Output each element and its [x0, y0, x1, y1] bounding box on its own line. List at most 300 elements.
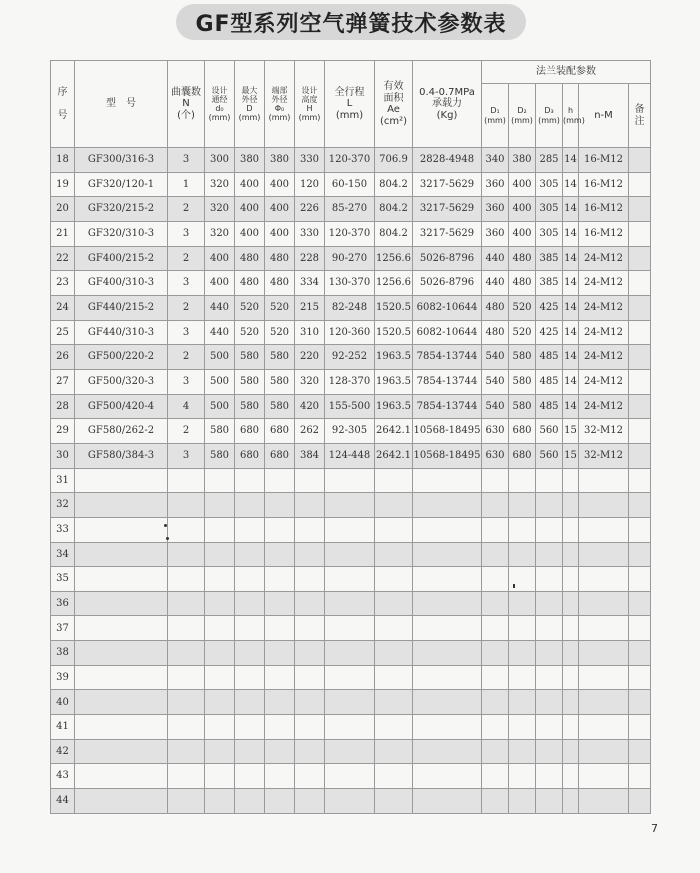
cell-phi — [265, 665, 295, 690]
cell-h: 14 — [563, 394, 579, 419]
cell-h: 14 — [563, 172, 579, 197]
cell-d3 — [536, 764, 563, 789]
cell-d2 — [509, 789, 536, 814]
cell-load — [413, 641, 482, 666]
cell-n — [168, 764, 205, 789]
cell-h: 14 — [563, 345, 579, 370]
cell-n — [168, 739, 205, 764]
cell-no: 24 — [51, 295, 75, 320]
cell-nm: 24-M12 — [579, 271, 629, 296]
cell-ae: 1963.5 — [375, 345, 413, 370]
cell-load — [413, 789, 482, 814]
cell-d3 — [536, 493, 563, 518]
cell-d0: 320 — [205, 221, 235, 246]
cell-h — [563, 542, 579, 567]
cell-phi: 680 — [265, 419, 295, 444]
cell-h: 220 — [295, 345, 325, 370]
cell-model — [75, 764, 168, 789]
cell-h — [295, 567, 325, 592]
cell-remark — [629, 345, 651, 370]
cell-h — [563, 789, 579, 814]
cell-d3: 425 — [536, 295, 563, 320]
cell-no: 28 — [51, 394, 75, 419]
cell-d2: 580 — [509, 345, 536, 370]
cell-d: 680 — [235, 443, 265, 468]
cell-d: 580 — [235, 345, 265, 370]
cell-no: 32 — [51, 493, 75, 518]
cell-d3 — [536, 517, 563, 542]
cell-l: 85-270 — [325, 197, 375, 222]
cell-no: 26 — [51, 345, 75, 370]
cell-l — [325, 567, 375, 592]
cell-d: 480 — [235, 246, 265, 271]
cell-phi: 580 — [265, 394, 295, 419]
cell-h — [563, 690, 579, 715]
cell-phi — [265, 542, 295, 567]
table-row — [51, 148, 651, 173]
cell-d1 — [482, 493, 509, 518]
cell-model: GF320/120-1 — [75, 172, 168, 197]
cell-d2 — [509, 468, 536, 493]
cell-d0 — [205, 739, 235, 764]
cell-d — [235, 591, 265, 616]
cell-ae — [375, 542, 413, 567]
cell-d1 — [482, 715, 509, 740]
cell-d — [235, 542, 265, 567]
cell-l: 128-370 — [325, 369, 375, 394]
cell-d3 — [536, 739, 563, 764]
cell-load: 2828-4948 — [413, 148, 482, 173]
cell-nm: 16-M12 — [579, 197, 629, 222]
cell-d1: 630 — [482, 443, 509, 468]
cell-model: GF500/220-2 — [75, 345, 168, 370]
cell-l: 120-370 — [325, 148, 375, 173]
cell-d1 — [482, 542, 509, 567]
cell-no: 33 — [51, 517, 75, 542]
table-row — [51, 517, 651, 542]
cell-d0 — [205, 715, 235, 740]
cell-d1: 540 — [482, 394, 509, 419]
cell-load — [413, 468, 482, 493]
col-stroke: 全行程 L (mm) — [325, 61, 375, 148]
cell-ae — [375, 764, 413, 789]
cell-no: 40 — [51, 690, 75, 715]
cell-d0: 500 — [205, 345, 235, 370]
cell-d0: 500 — [205, 394, 235, 419]
cell-d0: 320 — [205, 172, 235, 197]
cell-d3: 305 — [536, 197, 563, 222]
cell-load — [413, 715, 482, 740]
cell-nm — [579, 690, 629, 715]
cell-d — [235, 690, 265, 715]
cell-l: 120-370 — [325, 221, 375, 246]
cell-l — [325, 616, 375, 641]
cell-d0 — [205, 789, 235, 814]
cell-load: 7854-13744 — [413, 394, 482, 419]
cell-no: 20 — [51, 197, 75, 222]
cell-phi — [265, 789, 295, 814]
scan-speck — [513, 584, 515, 588]
cell-load: 3217-5629 — [413, 172, 482, 197]
cell-load: 6082-10644 — [413, 295, 482, 320]
cell-remark — [629, 665, 651, 690]
cell-no: 39 — [51, 665, 75, 690]
cell-d3 — [536, 616, 563, 641]
cell-d3: 285 — [536, 148, 563, 173]
table-row — [51, 394, 651, 419]
cell-ae — [375, 567, 413, 592]
table-row — [51, 665, 651, 690]
cell-h — [295, 542, 325, 567]
cell-d2: 520 — [509, 295, 536, 320]
cell-d — [235, 715, 265, 740]
cell-no: 22 — [51, 246, 75, 271]
cell-l: 120-360 — [325, 320, 375, 345]
cell-no: 38 — [51, 641, 75, 666]
cell-remark — [629, 271, 651, 296]
cell-model: GF500/420-4 — [75, 394, 168, 419]
cell-d3: 560 — [536, 419, 563, 444]
cell-n — [168, 517, 205, 542]
cell-phi — [265, 493, 295, 518]
cell-h — [295, 641, 325, 666]
cell-phi: 520 — [265, 295, 295, 320]
cell-model: GF400/215-2 — [75, 246, 168, 271]
cell-remark — [629, 468, 651, 493]
cell-d0 — [205, 517, 235, 542]
cell-load: 3217-5629 — [413, 197, 482, 222]
cell-d2 — [509, 690, 536, 715]
cell-ae: 1963.5 — [375, 394, 413, 419]
cell-nm — [579, 493, 629, 518]
cell-n: 3 — [168, 148, 205, 173]
cell-phi — [265, 715, 295, 740]
cell-load: 7854-13744 — [413, 345, 482, 370]
cell-model: GF440/215-2 — [75, 295, 168, 320]
cell-d0 — [205, 764, 235, 789]
cell-model — [75, 739, 168, 764]
cell-d0 — [205, 690, 235, 715]
cell-load — [413, 764, 482, 789]
cell-d: 580 — [235, 369, 265, 394]
cell-l: 60-150 — [325, 172, 375, 197]
cell-ae — [375, 739, 413, 764]
cell-no: 41 — [51, 715, 75, 740]
cell-l — [325, 468, 375, 493]
cell-remark — [629, 739, 651, 764]
cell-d3 — [536, 468, 563, 493]
cell-d0 — [205, 591, 235, 616]
cell-ae — [375, 665, 413, 690]
cell-h: 15 — [563, 419, 579, 444]
cell-n: 3 — [168, 369, 205, 394]
cell-model — [75, 715, 168, 740]
cell-no: 37 — [51, 616, 75, 641]
cell-h — [295, 789, 325, 814]
cell-n: 2 — [168, 345, 205, 370]
table-row — [51, 468, 651, 493]
cell-d — [235, 567, 265, 592]
cell-remark — [629, 443, 651, 468]
cell-d2: 680 — [509, 443, 536, 468]
table-row — [51, 789, 651, 814]
cell-ae — [375, 690, 413, 715]
cell-d1 — [482, 567, 509, 592]
cell-d3 — [536, 665, 563, 690]
table-row — [51, 567, 651, 592]
cell-model: GF320/215-2 — [75, 197, 168, 222]
table-row — [51, 320, 651, 345]
cell-d3: 305 — [536, 172, 563, 197]
cell-phi — [265, 641, 295, 666]
cell-remark — [629, 394, 651, 419]
cell-d1 — [482, 468, 509, 493]
cell-d3 — [536, 591, 563, 616]
cell-h: 14 — [563, 246, 579, 271]
cell-remark — [629, 591, 651, 616]
cell-d2: 380 — [509, 148, 536, 173]
cell-load — [413, 665, 482, 690]
cell-phi: 400 — [265, 221, 295, 246]
cell-phi — [265, 591, 295, 616]
cell-load: 10568-18495 — [413, 419, 482, 444]
cell-d: 380 — [235, 148, 265, 173]
cell-d: 520 — [235, 295, 265, 320]
cell-h: 226 — [295, 197, 325, 222]
cell-d0 — [205, 665, 235, 690]
cell-d2: 400 — [509, 197, 536, 222]
cell-h — [295, 493, 325, 518]
cell-nm: 16-M12 — [579, 148, 629, 173]
cell-h — [295, 715, 325, 740]
cell-d0 — [205, 641, 235, 666]
cell-h: 330 — [295, 148, 325, 173]
cell-d0 — [205, 542, 235, 567]
cell-load — [413, 493, 482, 518]
cell-d1 — [482, 764, 509, 789]
cell-no: 35 — [51, 567, 75, 592]
col-folds: 曲囊数 N (个) — [168, 61, 205, 148]
cell-l — [325, 665, 375, 690]
cell-load: 6082-10644 — [413, 320, 482, 345]
table-row — [51, 172, 651, 197]
cell-d2: 580 — [509, 394, 536, 419]
cell-h: 14 — [563, 148, 579, 173]
cell-d0: 440 — [205, 295, 235, 320]
cell-d: 520 — [235, 320, 265, 345]
cell-h: 310 — [295, 320, 325, 345]
cell-l — [325, 715, 375, 740]
cell-d3: 305 — [536, 221, 563, 246]
cell-h: 14 — [563, 221, 579, 246]
cell-nm: 24-M12 — [579, 320, 629, 345]
cell-h — [563, 567, 579, 592]
cell-ae: 1256.6 — [375, 271, 413, 296]
table-row — [51, 542, 651, 567]
cell-no: 43 — [51, 764, 75, 789]
cell-d0: 440 — [205, 320, 235, 345]
table-row — [51, 739, 651, 764]
cell-n: 1 — [168, 172, 205, 197]
cell-n: 3 — [168, 271, 205, 296]
cell-d2 — [509, 739, 536, 764]
cell-model — [75, 591, 168, 616]
cell-ae: 1520.5 — [375, 320, 413, 345]
cell-d1 — [482, 591, 509, 616]
cell-h — [563, 665, 579, 690]
table-row — [51, 345, 651, 370]
cell-model: GF580/262-2 — [75, 419, 168, 444]
cell-nm — [579, 616, 629, 641]
cell-load: 10568-18495 — [413, 443, 482, 468]
cell-h: 120 — [295, 172, 325, 197]
cell-h: 262 — [295, 419, 325, 444]
cell-n: 3 — [168, 443, 205, 468]
cell-load — [413, 690, 482, 715]
cell-phi: 680 — [265, 443, 295, 468]
cell-d1 — [482, 517, 509, 542]
cell-d1 — [482, 690, 509, 715]
cell-n: 2 — [168, 246, 205, 271]
cell-ae — [375, 517, 413, 542]
cell-nm: 24-M12 — [579, 394, 629, 419]
cell-h — [295, 591, 325, 616]
cell-h — [563, 641, 579, 666]
cell-d3 — [536, 567, 563, 592]
col-flange-h: h (mm) — [563, 84, 579, 148]
cell-l — [325, 542, 375, 567]
cell-no: 29 — [51, 419, 75, 444]
cell-l: 82-248 — [325, 295, 375, 320]
cell-h — [295, 665, 325, 690]
cell-d0: 500 — [205, 369, 235, 394]
cell-ae: 706.9 — [375, 148, 413, 173]
cell-nm: 32-M12 — [579, 419, 629, 444]
cell-d — [235, 493, 265, 518]
cell-model — [75, 468, 168, 493]
table-row — [51, 641, 651, 666]
cell-d3: 560 — [536, 443, 563, 468]
cell-n — [168, 616, 205, 641]
cell-d3 — [536, 789, 563, 814]
page-title: GF型系列空气弹簧技术参数表 — [176, 4, 526, 40]
cell-n — [168, 493, 205, 518]
cell-remark — [629, 542, 651, 567]
cell-d — [235, 789, 265, 814]
scan-speck — [164, 524, 167, 527]
col-d0: 设计 通经 d₀ (mm) — [205, 61, 235, 148]
cell-remark — [629, 517, 651, 542]
cell-model: GF500/320-3 — [75, 369, 168, 394]
cell-nm: 24-M12 — [579, 345, 629, 370]
cell-model: GF300/316-3 — [75, 148, 168, 173]
cell-nm — [579, 789, 629, 814]
cell-d0: 400 — [205, 246, 235, 271]
cell-l — [325, 493, 375, 518]
cell-d0: 300 — [205, 148, 235, 173]
table-row — [51, 295, 651, 320]
col-phi: 端部 外径 Φ₀ (mm) — [265, 61, 295, 148]
cell-ae — [375, 468, 413, 493]
cell-no: 21 — [51, 221, 75, 246]
cell-h — [295, 616, 325, 641]
cell-d3 — [536, 715, 563, 740]
cell-no: 44 — [51, 789, 75, 814]
cell-d0 — [205, 468, 235, 493]
cell-d2 — [509, 715, 536, 740]
cell-l — [325, 591, 375, 616]
cell-remark — [629, 567, 651, 592]
cell-nm — [579, 665, 629, 690]
cell-d1: 360 — [482, 197, 509, 222]
col-h: 设计 高度 H (mm) — [295, 61, 325, 148]
cell-n — [168, 690, 205, 715]
cell-phi: 480 — [265, 271, 295, 296]
col-d1: D₁ (mm) — [482, 84, 509, 148]
cell-d: 680 — [235, 419, 265, 444]
cell-h — [295, 468, 325, 493]
cell-nm: 16-M12 — [579, 172, 629, 197]
cell-ae: 804.2 — [375, 221, 413, 246]
cell-ae — [375, 789, 413, 814]
cell-no: 30 — [51, 443, 75, 468]
cell-d3: 485 — [536, 345, 563, 370]
cell-d3: 485 — [536, 394, 563, 419]
col-load: 0.4-0.7MPa 承载力 (Kg) — [413, 61, 482, 148]
col-n-m: n-M — [579, 84, 629, 148]
cell-h: 14 — [563, 320, 579, 345]
cell-d1: 480 — [482, 320, 509, 345]
cell-phi: 580 — [265, 345, 295, 370]
cell-model: GF400/310-3 — [75, 271, 168, 296]
cell-no: 18 — [51, 148, 75, 173]
cell-d2: 680 — [509, 419, 536, 444]
cell-phi: 400 — [265, 197, 295, 222]
cell-d3 — [536, 641, 563, 666]
cell-d2 — [509, 517, 536, 542]
cell-d2: 520 — [509, 320, 536, 345]
cell-d0: 580 — [205, 443, 235, 468]
cell-model — [75, 542, 168, 567]
cell-n — [168, 789, 205, 814]
cell-n: 2 — [168, 197, 205, 222]
cell-phi — [265, 468, 295, 493]
cell-n: 3 — [168, 320, 205, 345]
cell-n — [168, 665, 205, 690]
cell-l: 92-305 — [325, 419, 375, 444]
cell-d — [235, 517, 265, 542]
cell-d2: 400 — [509, 221, 536, 246]
cell-d — [235, 641, 265, 666]
cell-ae — [375, 641, 413, 666]
spec-table — [50, 60, 651, 814]
cell-d: 400 — [235, 197, 265, 222]
cell-phi: 580 — [265, 369, 295, 394]
cell-n — [168, 468, 205, 493]
cell-n — [168, 542, 205, 567]
cell-l — [325, 517, 375, 542]
cell-d1: 540 — [482, 369, 509, 394]
cell-remark — [629, 172, 651, 197]
cell-remark — [629, 789, 651, 814]
cell-nm — [579, 517, 629, 542]
table-row — [51, 369, 651, 394]
cell-ae: 1520.5 — [375, 295, 413, 320]
cell-no: 42 — [51, 739, 75, 764]
cell-d0 — [205, 493, 235, 518]
cell-no: 31 — [51, 468, 75, 493]
cell-h: 330 — [295, 221, 325, 246]
